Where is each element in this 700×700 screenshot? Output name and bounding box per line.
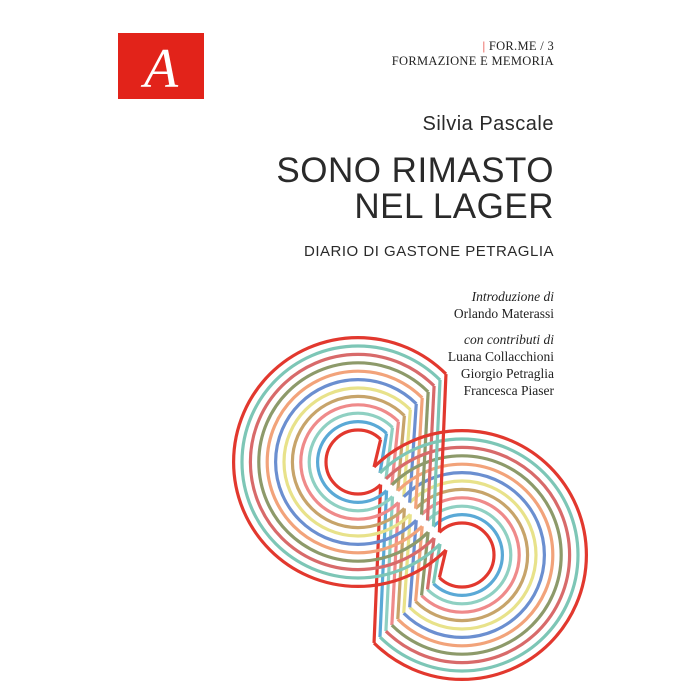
publisher-logo-letter: A xyxy=(143,38,179,99)
introduction-label: Introduzione di xyxy=(471,289,554,304)
contributor-name: Luana Collacchioni xyxy=(447,349,554,364)
author-name: Silvia Pascale xyxy=(422,113,554,135)
series-name: FORMAZIONE E MEMORIA xyxy=(391,54,554,68)
ring-arc-upper xyxy=(326,430,381,494)
series-number: FOR.ME / 3 xyxy=(488,39,554,53)
contributor-name: Giorgio Petraglia xyxy=(460,366,554,381)
series-mark: | xyxy=(482,39,486,53)
introduction-name: Orlando Materassi xyxy=(453,306,554,321)
title-line-2: NEL LAGER xyxy=(354,187,554,226)
book-subtitle: DIARIO DI GASTONE PETRAGLIA xyxy=(304,243,554,260)
title-line-1: SONO RIMASTO xyxy=(276,151,554,190)
ring-arc-lower xyxy=(439,523,494,587)
contributions-label: con contributi di xyxy=(464,332,554,347)
contributor-name: Francesca Piaser xyxy=(463,383,554,398)
